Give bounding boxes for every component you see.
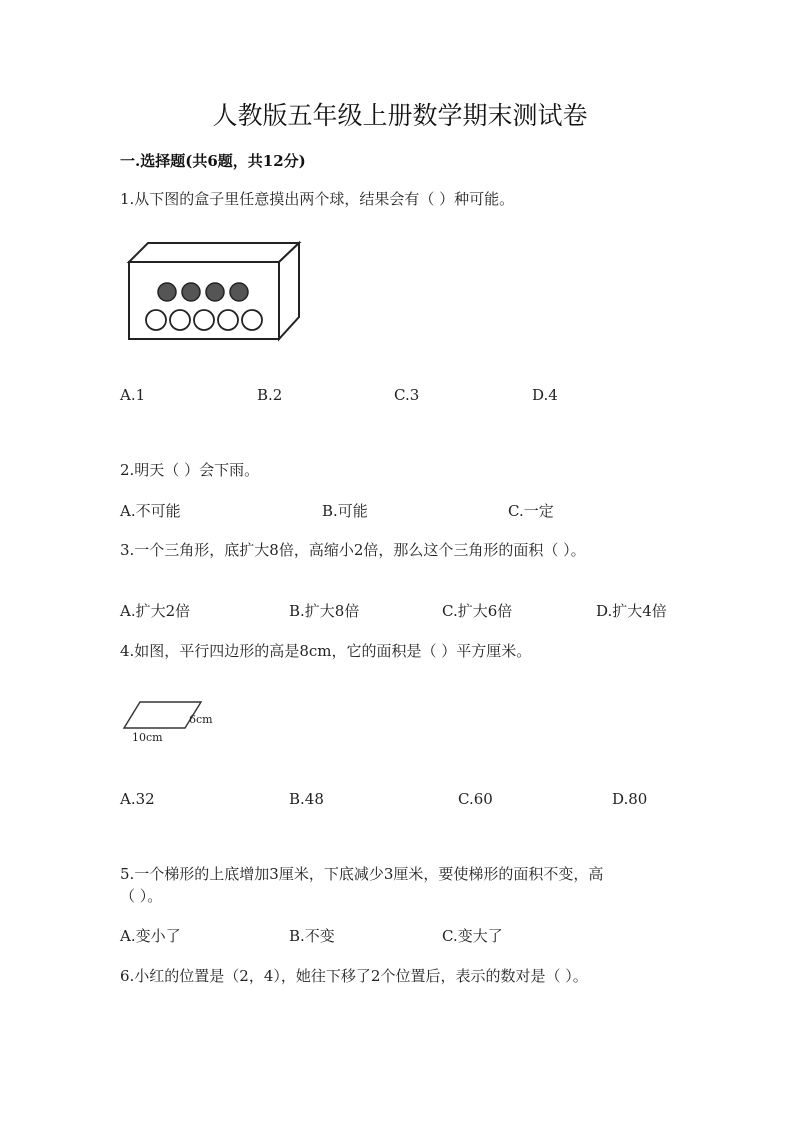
parallelogram-base-label: 10cm <box>132 731 163 744</box>
dark-ball <box>230 283 248 301</box>
question-2: 2.明天（ ）会下雨。 <box>120 461 260 479</box>
q5-option-a: A.变小了 <box>120 927 181 945</box>
parallelogram-figure <box>118 696 230 746</box>
white-ball <box>194 310 214 330</box>
page-title: 人教版五年级上册数学期末测试卷 <box>212 101 588 130</box>
q5-option-c: C.变大了 <box>442 927 503 945</box>
q1-option-c: C.3 <box>394 386 420 404</box>
q2-option-c: C.一定 <box>508 502 554 520</box>
question-3: 3.一个三角形，底扩大8倍，高缩小2倍，那么这个三角形的面积（ ）。 <box>120 541 586 559</box>
q3-option-d: D.扩大4倍 <box>596 602 667 620</box>
q4-option-b: B.48 <box>289 790 324 808</box>
q3-option-c: C.扩大6倍 <box>442 602 513 620</box>
question-1: 1.从下图的盒子里任意摸出两个球，结果会有（ ）种可能。 <box>120 190 515 208</box>
ball-box-figure <box>126 240 306 344</box>
white-ball <box>146 310 166 330</box>
q1-option-b: B.2 <box>257 386 283 404</box>
white-ball <box>170 310 190 330</box>
q1-option-a: A.1 <box>120 386 146 404</box>
q3-option-a: A.扩大2倍 <box>120 602 191 620</box>
dark-ball <box>206 283 224 301</box>
question-6: 6.小红的位置是（2，4），她往下移了2个位置后，表示的数对是（ ）。 <box>120 967 588 985</box>
q2-option-b: B.可能 <box>322 502 368 520</box>
q5-option-b: B.不变 <box>289 927 335 945</box>
question-5-line-2: （ ）。 <box>120 887 163 905</box>
q4-option-a: A.32 <box>120 790 155 808</box>
white-ball <box>242 310 262 330</box>
question-5-line-1: 5.一个梯形的上底增加3厘米，下底减少3厘米，要使梯形的面积不变，高 <box>120 865 604 883</box>
question-4: 4.如图，平行四边形的高是8cm，它的面积是（ ）平方厘米。 <box>120 642 532 660</box>
q4-option-d: D.80 <box>612 790 648 808</box>
white-ball <box>218 310 238 330</box>
q3-option-b: B.扩大8倍 <box>289 602 360 620</box>
dark-ball <box>158 283 176 301</box>
q2-option-a: A.不可能 <box>120 502 181 520</box>
box-top <box>129 243 299 262</box>
white-balls <box>146 310 262 330</box>
dark-ball <box>182 283 200 301</box>
parallelogram-side-label: 6cm <box>189 713 213 726</box>
q4-option-c: C.60 <box>458 790 493 808</box>
section-heading: 一.选择题(共6题，共12分) <box>120 152 306 170</box>
q1-option-d: D.4 <box>532 386 558 404</box>
